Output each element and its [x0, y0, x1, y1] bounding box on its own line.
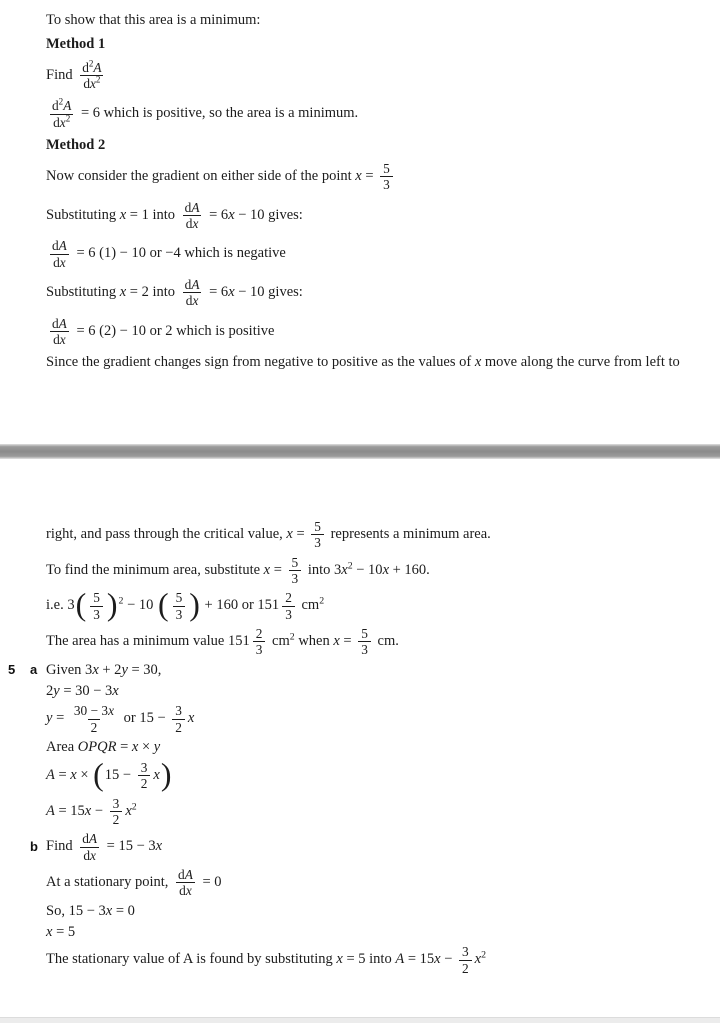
- fraction-denominator: [311, 534, 324, 550]
- math-text: The stationary value of A is found by substituting: [46, 951, 337, 968]
- math-text: = 2 into: [126, 284, 179, 301]
- math-text: d: [178, 867, 185, 883]
- fraction-numerator: [282, 590, 295, 605]
- fraction: [90, 590, 103, 622]
- fraction-numerator: [358, 626, 371, 641]
- math-variable: x: [434, 951, 441, 968]
- math-text: Substituting: [46, 284, 120, 301]
- solution-line: [0, 795, 720, 829]
- line-content: [46, 315, 714, 349]
- fraction-denominator: [138, 775, 151, 791]
- math-text: when: [294, 633, 334, 650]
- fraction-numerator: [90, 590, 103, 605]
- math-text: 5: [361, 626, 368, 642]
- superscript: 2: [347, 560, 353, 572]
- fraction-numerator: [71, 703, 117, 718]
- math-variable: A: [46, 802, 55, 819]
- math-variable: A: [88, 831, 98, 847]
- fraction: [79, 831, 100, 863]
- fraction-denominator: [183, 292, 202, 308]
- math-text: =: [52, 710, 68, 727]
- math-text: Substituting: [46, 206, 120, 223]
- fraction: [311, 519, 324, 551]
- superscript: 2: [481, 949, 487, 961]
- math-variable: y: [121, 661, 128, 678]
- math-text: d: [184, 276, 192, 292]
- solution-line: [0, 943, 720, 977]
- solution-line: [0, 199, 720, 233]
- math-variable: A: [63, 98, 72, 114]
- fraction: [49, 316, 70, 348]
- fraction-numerator: [175, 867, 196, 882]
- line-content: [46, 866, 714, 900]
- math-text: d: [82, 59, 89, 75]
- math-variable: A: [184, 867, 193, 883]
- fraction-denominator: [50, 331, 69, 347]
- math-text: right, and pass through the critical value,: [46, 526, 287, 543]
- fraction-numerator: [79, 60, 104, 75]
- line-content: [46, 160, 714, 194]
- solution-line: [0, 35, 720, 54]
- math-variable: A: [395, 951, 405, 968]
- math-variable: x: [92, 661, 99, 678]
- bold-text: Method 1: [46, 35, 106, 52]
- big-paren-delimiter: (: [75, 586, 87, 622]
- math-text: 3: [291, 571, 299, 587]
- solution-line: [0, 923, 720, 942]
- fraction: [49, 238, 70, 270]
- math-text: d: [53, 332, 60, 347]
- math-variable: x: [185, 883, 192, 899]
- fraction-numerator: [253, 626, 266, 641]
- math-text: − 10 gives:: [234, 206, 303, 223]
- math-text: = 15 − 3: [103, 838, 156, 855]
- math-text: So, 15 − 3: [46, 902, 106, 919]
- math-text: 3: [175, 703, 182, 719]
- fraction-denominator: [253, 641, 266, 657]
- fraction-numerator: [289, 555, 302, 570]
- math-text: d: [52, 238, 59, 254]
- fraction-denominator: [183, 215, 202, 231]
- math-text: 2: [255, 626, 263, 642]
- math-text: = 0: [112, 902, 135, 919]
- superscript: 2: [65, 113, 71, 124]
- math-variable: x: [59, 254, 66, 270]
- fraction: [110, 796, 123, 828]
- fraction: [175, 867, 196, 899]
- math-text: =: [116, 739, 132, 756]
- math-text: At a stationary point,: [46, 874, 173, 891]
- solution-line: [0, 276, 720, 310]
- line-content: [46, 625, 714, 659]
- math-variable: x: [84, 802, 92, 819]
- math-text: 3: [462, 944, 469, 960]
- math-text: The area has a minimum value 151: [46, 633, 250, 650]
- math-text: 2: [140, 776, 148, 792]
- math-text: 5: [383, 160, 390, 176]
- fraction: [380, 161, 393, 193]
- fraction-denominator: [88, 719, 101, 735]
- math-text: = 6 (2) − 10 or 2 which is positive: [72, 322, 275, 339]
- math-variable: x: [108, 703, 114, 719]
- math-text: d: [53, 254, 60, 270]
- math-variable: A: [58, 315, 67, 331]
- next-page-break-edge: [0, 1017, 720, 1023]
- solution-line: [0, 866, 720, 900]
- solution-line: [0, 59, 720, 93]
- math-text: d: [83, 847, 90, 863]
- line-content: [46, 830, 714, 864]
- math-variable: x: [153, 767, 160, 784]
- math-text: 3: [361, 642, 368, 658]
- line-content: [46, 682, 714, 701]
- math-text: represents a minimum area.: [326, 526, 491, 543]
- math-text: 5: [291, 554, 299, 570]
- math-text: or 15 −: [119, 710, 170, 727]
- math-text: = 30,: [127, 661, 162, 678]
- math-text: = 30 − 3: [59, 682, 113, 699]
- math-text: 3: [112, 795, 120, 811]
- math-text: d: [53, 114, 60, 130]
- math-text: 30 − 3: [73, 703, 109, 719]
- math-text: =: [339, 633, 356, 650]
- solution-line: [0, 625, 720, 659]
- line-content: [46, 353, 714, 372]
- fraction: [173, 590, 186, 622]
- line-content: [46, 136, 714, 155]
- fraction: [253, 626, 266, 658]
- math-variable: y: [53, 682, 60, 699]
- line-content: [46, 97, 714, 131]
- fraction-denominator: [172, 719, 185, 735]
- math-text: 3: [175, 606, 183, 622]
- fraction-denominator: [173, 606, 186, 622]
- line-content: [46, 11, 714, 30]
- math-text: − 10: [123, 597, 157, 614]
- math-variable: A: [58, 238, 67, 254]
- solution-line: [0, 830, 720, 864]
- math-variable: x: [59, 114, 66, 130]
- math-variable: x: [70, 767, 77, 784]
- math-text: =: [54, 767, 71, 784]
- math-text: 2: [462, 960, 469, 976]
- fraction: [182, 200, 203, 232]
- superscript: 2: [289, 631, 295, 643]
- math-text: d: [83, 76, 90, 92]
- math-variable: x: [119, 206, 127, 223]
- page-2-content: [0, 516, 720, 979]
- math-variable: x: [192, 293, 199, 309]
- math-text: 2: [175, 719, 182, 735]
- math-variable: x: [46, 923, 53, 940]
- math-variable: x: [90, 847, 96, 863]
- line-content: [46, 35, 714, 54]
- math-text: d: [184, 199, 192, 215]
- math-text: −: [91, 802, 107, 819]
- solution-line: [0, 756, 720, 793]
- fraction-denominator: [110, 811, 123, 827]
- superscript: 2: [118, 595, 124, 607]
- fraction-denominator: [80, 847, 99, 863]
- fraction-numerator: [173, 590, 186, 605]
- math-variable: x: [336, 951, 343, 968]
- math-text: 2: [285, 590, 292, 606]
- big-paren-delimiter: ): [189, 586, 200, 622]
- part-letter: b: [30, 838, 38, 854]
- fraction-numerator: [380, 161, 393, 176]
- math-variable: x: [105, 902, 113, 919]
- solution-line: [0, 682, 720, 701]
- solution-line: [0, 97, 720, 131]
- solution-line: [0, 518, 720, 552]
- line-content: [46, 902, 714, 921]
- math-variable: x: [474, 951, 482, 968]
- math-text: = 5: [52, 923, 76, 940]
- math-text: d: [185, 215, 193, 231]
- line-content: [46, 586, 714, 623]
- fraction-numerator: [138, 760, 151, 775]
- math-variable: x: [112, 682, 119, 699]
- math-text: + 160.: [389, 561, 430, 578]
- math-text: d: [52, 98, 59, 114]
- solution-line: [0, 315, 720, 349]
- solution-line: [0, 661, 720, 680]
- math-text: d: [82, 831, 89, 847]
- solution-line: [0, 353, 720, 372]
- math-text: d: [52, 315, 59, 331]
- math-variable: x: [341, 561, 348, 578]
- bold-text: Method 2: [46, 137, 106, 154]
- math-text: ×: [138, 739, 154, 756]
- math-text: Since the gradient changes sign from negative to positive as the values of: [46, 354, 475, 371]
- math-variable: x: [125, 802, 132, 819]
- math-text: = 6: [205, 206, 229, 223]
- math-text: Now consider the gradient on either side of the point: [46, 168, 356, 185]
- math-text: = 15: [404, 951, 435, 968]
- fraction-numerator: [49, 316, 70, 331]
- fraction-denominator: [289, 570, 302, 586]
- math-variable: x: [355, 168, 362, 185]
- math-text: 5: [314, 519, 321, 534]
- line-content: [46, 923, 714, 942]
- math-text: 3: [140, 759, 148, 775]
- math-text: 3: [93, 606, 100, 622]
- fraction: [289, 555, 302, 587]
- fraction-denominator: [459, 960, 472, 976]
- solution-line: [0, 136, 720, 155]
- math-text: Find: [46, 838, 77, 855]
- line-content: [46, 795, 714, 829]
- math-variable: x: [90, 76, 96, 92]
- fraction-numerator: [311, 519, 324, 534]
- line-content: [46, 554, 714, 588]
- fraction-denominator: [176, 882, 195, 898]
- line-content: [46, 199, 714, 233]
- math-text: 2: [112, 812, 120, 827]
- math-text: 3: [314, 535, 321, 551]
- line-content: [46, 738, 714, 757]
- math-text: 3: [383, 177, 390, 193]
- fraction: [358, 626, 371, 658]
- line-content: [46, 518, 714, 552]
- math-text: = 0: [198, 874, 222, 891]
- big-paren-delimiter: (: [93, 756, 104, 792]
- math-variable: x: [286, 526, 293, 543]
- math-variable: y: [46, 710, 53, 727]
- math-text: − 10: [352, 561, 383, 578]
- fraction: [79, 60, 104, 92]
- line-content: [46, 276, 714, 310]
- math-variable: x: [333, 633, 340, 650]
- big-paren-delimiter: (: [158, 586, 169, 622]
- part-letter: a: [30, 661, 38, 677]
- fraction-denominator: [90, 606, 103, 622]
- solution-line: [0, 902, 720, 921]
- math-text: cm: [268, 633, 290, 650]
- line-content: [46, 943, 714, 977]
- math-variable: A: [191, 199, 200, 215]
- solution-line: [0, 11, 720, 30]
- math-text: i.e. 3: [46, 597, 75, 614]
- math-variable: x: [59, 332, 66, 347]
- math-text: 3: [285, 606, 292, 622]
- fraction-numerator: [110, 796, 123, 811]
- solution-line: [0, 586, 720, 623]
- fraction-denominator: [50, 254, 69, 270]
- math-text: −: [440, 951, 456, 968]
- line-content: [46, 661, 714, 680]
- line-content: [46, 756, 714, 793]
- solution-line: [0, 554, 720, 588]
- superscript: 2: [58, 96, 64, 107]
- math-text: =: [361, 168, 378, 185]
- math-text: cm.: [373, 633, 399, 650]
- math-text: d: [179, 883, 186, 899]
- math-text: ×: [76, 767, 93, 784]
- math-text: To find the minimum area, substitute: [46, 561, 264, 578]
- fraction-denominator: [50, 114, 73, 130]
- fraction-numerator: [172, 703, 185, 718]
- fraction-numerator: [182, 277, 203, 292]
- math-text: into 3: [304, 561, 342, 578]
- fraction: [71, 703, 117, 735]
- fraction-denominator: [358, 641, 371, 657]
- fraction-numerator: [49, 98, 74, 113]
- math-text: = 6 (1) − 10 or −4 which is negative: [72, 245, 286, 262]
- fraction-numerator: [49, 238, 70, 253]
- math-variable: x: [119, 284, 127, 301]
- math-variable: x: [228, 206, 235, 223]
- math-text: 5: [93, 590, 100, 606]
- math-variable: x: [228, 284, 235, 301]
- question-number: 5: [8, 661, 16, 677]
- math-variable: x: [192, 215, 199, 231]
- fraction: [49, 98, 74, 130]
- page-1-content: [0, 6, 720, 377]
- math-text: 5: [175, 590, 183, 606]
- fraction: [282, 590, 295, 622]
- math-text: + 160 or 151: [200, 597, 280, 614]
- math-text: Find: [46, 66, 77, 83]
- math-text: + 2: [98, 661, 122, 678]
- math-variable: x: [263, 561, 271, 578]
- line-content: [46, 702, 714, 736]
- math-text: cm: [297, 597, 320, 614]
- superscript: 2: [95, 74, 101, 85]
- big-paren-delimiter: ): [160, 756, 172, 792]
- superscript: 2: [88, 58, 94, 69]
- math-variable: x: [474, 354, 482, 371]
- math-text: d: [185, 293, 193, 309]
- fraction-denominator: [380, 176, 393, 192]
- math-text: = 6: [205, 284, 229, 301]
- solution-line: [0, 237, 720, 271]
- math-text: 2: [46, 682, 54, 699]
- fraction-numerator: [79, 831, 100, 846]
- fraction-numerator: [459, 944, 472, 959]
- solution-line: [0, 160, 720, 194]
- math-variable: y: [153, 739, 161, 756]
- big-paren-delimiter: ): [106, 586, 118, 622]
- math-text: − 10 gives:: [234, 284, 303, 301]
- math-text: =: [270, 561, 286, 578]
- solution-line: [0, 738, 720, 757]
- math-variable: A: [93, 59, 102, 75]
- math-variable: x: [187, 710, 195, 727]
- math-text: 15 −: [104, 767, 135, 784]
- line-content: [46, 237, 714, 271]
- math-text: move along the curve from left to: [481, 354, 680, 371]
- math-text: = 1 into: [126, 206, 179, 223]
- math-variable: x: [131, 739, 139, 756]
- math-text: 3: [255, 642, 263, 658]
- fraction-numerator: [182, 200, 203, 215]
- superscript: 2: [319, 595, 325, 607]
- math-variable: A: [46, 767, 55, 784]
- line-content: [46, 59, 714, 93]
- math-text: =: [292, 526, 309, 543]
- math-text: = 15: [54, 802, 85, 819]
- fraction: [459, 944, 472, 976]
- math-text: = 6 which is positive, so the area is a minimum.: [77, 105, 359, 122]
- fraction-denominator: [282, 606, 295, 622]
- math-text: = 5 into: [342, 951, 396, 968]
- math-text: Given 3: [46, 661, 93, 678]
- fraction: [172, 703, 185, 735]
- fraction: [138, 760, 151, 792]
- math-text: 2: [90, 719, 98, 735]
- math-variable: A: [191, 276, 200, 292]
- superscript: 2: [131, 801, 137, 812]
- math-variable: x: [382, 561, 389, 578]
- math-text: Area: [46, 739, 78, 756]
- solution-line: [0, 702, 720, 736]
- math-variable: x: [155, 838, 163, 855]
- math-variable: OPQR: [77, 739, 117, 756]
- math-text: To show that this area is a minimum:: [46, 12, 261, 28]
- page-break-divider: [0, 444, 720, 459]
- fraction: [182, 277, 203, 309]
- fraction-denominator: [80, 75, 103, 91]
